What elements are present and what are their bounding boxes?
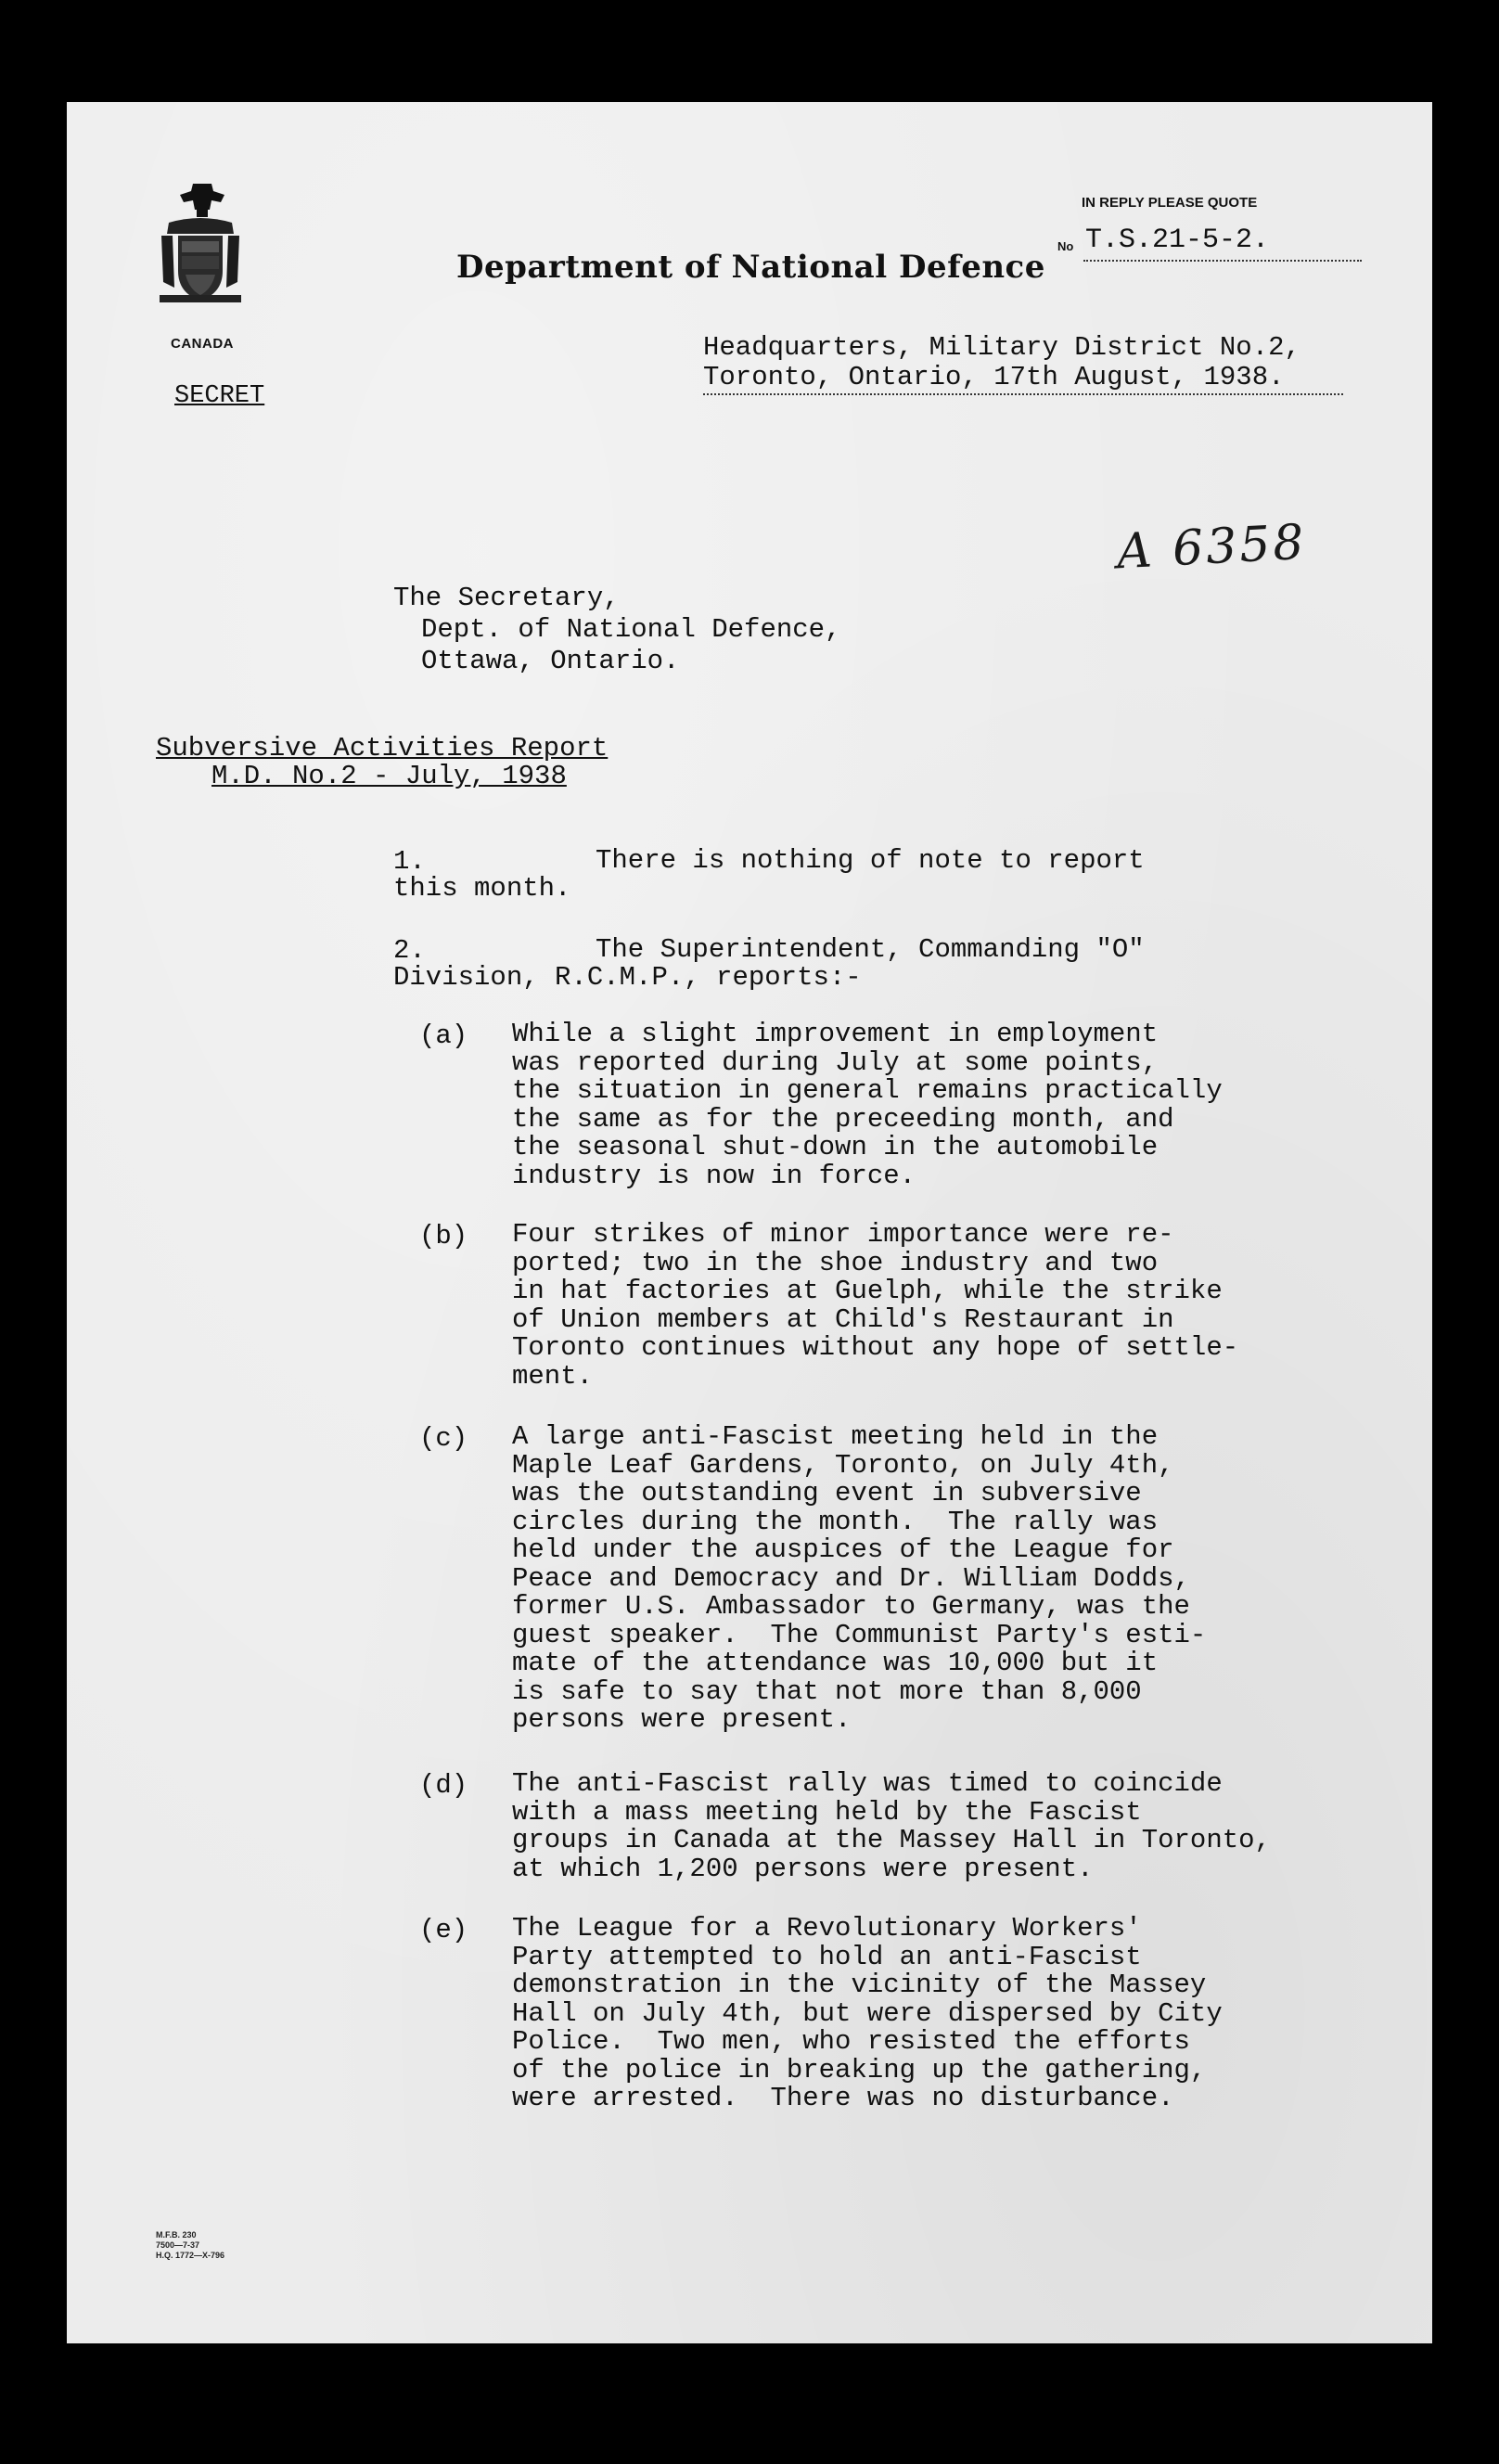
subject-line-1: Subversive Activities Report xyxy=(156,733,609,764)
item-text: The League for a Revolutionary Workers' Party attempted to hold an anti-Fascist demonstration in the vicinity of the Massey Hall on July 4th, but were dispersed by City Police. Two men, who resisted the efforts of the police in breaking up the gathering, were arrested. There was no disturbance. xyxy=(512,1913,1223,2113)
date-underline xyxy=(703,393,1343,395)
item-text: Four strikes of minor importance were re- ported; two in the shoe industry and two in hat factories at Guelph, while the strike of Union members at Child's Restaurant in Toronto continues without any hope of settle- ment. xyxy=(512,1219,1239,1392)
item-text: While a slight improvement in employment was reported during July at some points, the situation in general remains practically the same as for the preceeding month, and the seasonal shut-down in the automobile industry is now in force. xyxy=(512,1019,1223,1191)
form-code xyxy=(156,2230,267,2261)
item-label: (c) xyxy=(419,1423,468,1454)
document-page xyxy=(67,102,1432,2343)
reply-quote-label: IN REPLY PLEASE QUOTE xyxy=(1082,195,1258,211)
item-label: (b) xyxy=(419,1221,468,1251)
headquarters-line: Headquarters, Military District No.2, xyxy=(703,332,1300,363)
form-code-line-3: H.Q. 1772—X-796 xyxy=(156,2251,225,2260)
file-number-underline xyxy=(1083,260,1362,262)
paragraph-text: There is nothing of note to report xyxy=(596,845,1145,876)
paragraph-number: 1. xyxy=(393,846,426,877)
item-label: (e) xyxy=(419,1915,468,1945)
form-code-line-1: M.F.B. 230 xyxy=(156,2230,197,2239)
item-text: The anti-Fascist rally was timed to coincide with a mass meeting held by the Fascist groups in Canada at the Massey Hall in Toronto, at which 1,200 persons were present. xyxy=(512,1768,1271,1884)
file-number: T.S.21-5-2. xyxy=(1085,225,1270,256)
handwritten-reference-number: A 6358 xyxy=(1115,514,1308,581)
form-code-line-2: 7500—7-37 xyxy=(156,2240,200,2250)
item-text: A large anti-Fascist meeting held in the Maple Leaf Gardens, Toronto, on July 4th, was the outstanding event in subversive circles during the month. The rally was held under the auspices of the League for Peace and Democracy and Dr. William Dodds, former U.S. Ambassador to Germany, was the guest speaker. The Communist Party's esti- mate of the attendance was 10,000 but it is safe to say that not more than 8,000 persons were present. xyxy=(512,1421,1207,1735)
item-label: (d) xyxy=(419,1770,468,1801)
paragraph-continuation: this month. xyxy=(393,873,571,904)
file-number-prefix: No xyxy=(1057,239,1074,253)
paragraph-text: The Superintendent, Commanding "O" xyxy=(596,934,1145,965)
paragraph-number: 2. xyxy=(393,935,426,966)
department-title: Department of National Defence xyxy=(456,249,1045,286)
item-label: (a) xyxy=(419,1020,468,1051)
addressee-line-1: The Secretary, xyxy=(393,583,620,613)
coat-of-arms-icon xyxy=(156,178,245,308)
addressee-line-3: Ottawa, Ontario. xyxy=(421,646,680,676)
location-date-line: Toronto, Ontario, 17th August, 1938. xyxy=(703,362,1285,392)
subject-line-2: M.D. No.2 - July, 1938 xyxy=(211,761,567,791)
classification-label: SECRET xyxy=(174,382,265,410)
country-label: CANADA xyxy=(171,336,234,352)
paragraph-continuation: Division, R.C.M.P., reports:- xyxy=(393,962,862,993)
addressee-line-2: Dept. of National Defence, xyxy=(421,614,841,645)
